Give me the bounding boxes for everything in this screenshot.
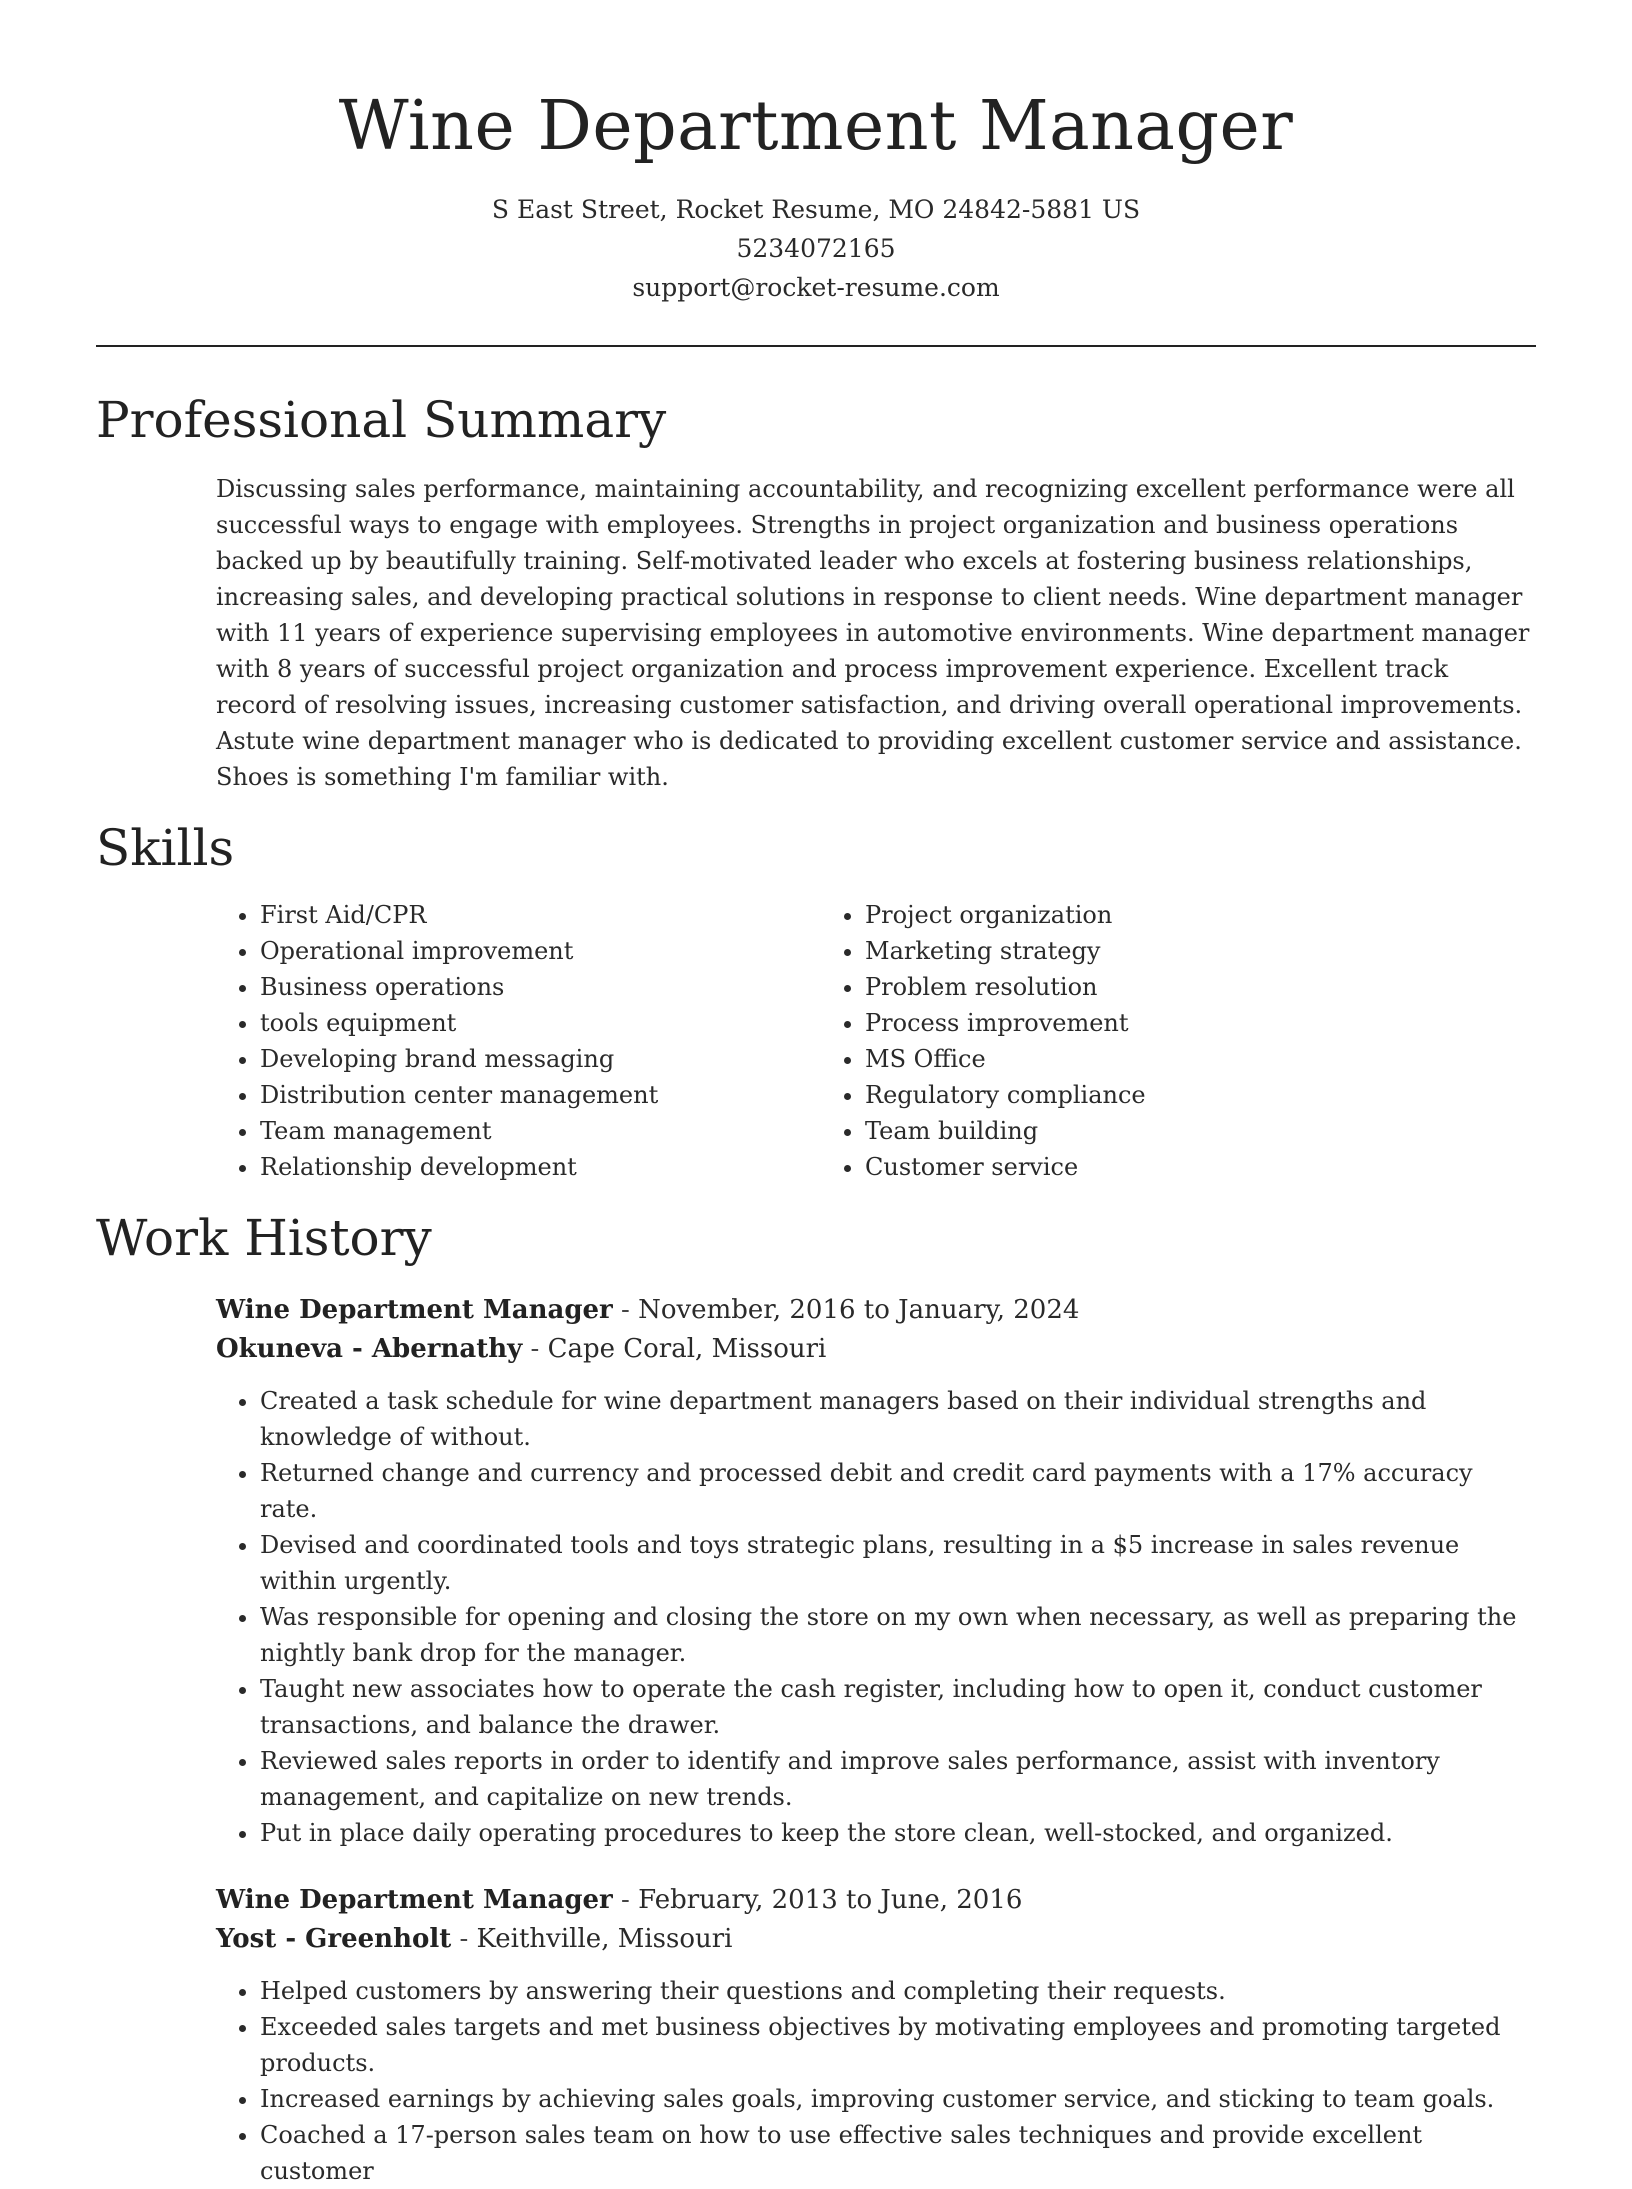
skills-list	[216, 897, 1536, 1185]
job-bullet: • Increased earnings by achieving sales goals, improving customer service, and sticking to team goals.	[260, 2081, 1536, 2117]
skill-item: • Developing brand messaging	[260, 1041, 821, 1077]
job-separator: -	[612, 1885, 639, 1915]
skill-item: • Problem resolution	[865, 969, 1381, 1005]
contact-phone: 5234072165	[736, 234, 896, 263]
job-entry	[216, 1291, 1536, 1851]
work-history-heading: Work History	[96, 1209, 432, 1267]
skill-item: • Project organization	[865, 897, 1381, 933]
job-bullet: • Devised and coordinated tools and toys strategic plans, resulting in a $5 increase in sales revenue within urgently.	[260, 1527, 1536, 1599]
job-separator: -	[522, 1334, 548, 1364]
job-location: Keithville, Missouri	[476, 1924, 733, 1954]
job-company-line	[216, 1920, 1536, 1959]
skill-item: • Marketing strategy	[865, 933, 1381, 969]
job-position: Wine Department Manager	[216, 1885, 613, 1915]
job-dates: November, 2016 to January, 2024	[638, 1295, 1080, 1325]
job-dates: February, 2013 to June, 2016	[638, 1885, 1023, 1915]
job-bullet: • Created a task schedule for wine department managers based on their individual strengths and knowledge of without.	[260, 1383, 1536, 1455]
skill-item: • Customer service	[865, 1149, 1381, 1185]
resume-page	[96, 0, 1536, 2189]
job-bullet: • Coached a 17-person sales team on how to use effective sales techniques and provide excellent customer	[260, 2117, 1536, 2189]
skill-item: • Process improvement	[865, 1005, 1381, 1041]
job-position: Wine Department Manager	[216, 1295, 613, 1325]
skill-item: • First Aid/CPR	[260, 897, 821, 933]
job-bullets	[216, 1973, 1536, 2189]
skills-column-left	[216, 897, 821, 1185]
job-entry	[216, 1881, 1536, 2189]
job-separator: -	[612, 1295, 639, 1325]
job-bullet: • Put in place daily operating procedures to keep the store clean, well-stocked, and organized.	[260, 1815, 1536, 1851]
job-title-line	[216, 1291, 1536, 1330]
contact-address: S East Street, Rocket Resume, MO 24842-5881 US	[491, 195, 1141, 224]
skills-column-right	[821, 897, 1381, 1185]
job-location: Cape Coral, Missouri	[547, 1334, 827, 1364]
skill-item: • Business operations	[260, 969, 821, 1005]
skills-heading: Skills	[96, 819, 235, 877]
skill-item: • Operational improvement	[260, 933, 821, 969]
job-bullet: • Was responsible for opening and closing the store on my own when necessary, as well as preparing the nightly bank drop for the manager.	[260, 1599, 1536, 1671]
job-bullets	[216, 1383, 1536, 1851]
skill-item: • Team building	[865, 1113, 1381, 1149]
contact-block	[96, 190, 1536, 307]
skill-item: • MS Office	[865, 1041, 1381, 1077]
job-company: Yost - Greenholt	[216, 1924, 452, 1954]
skill-item: • Relationship development	[260, 1149, 821, 1185]
job-title-line	[216, 1881, 1536, 1920]
job-bullet: • Exceeded sales targets and met business objectives by motivating employees and promoting targeted products.	[260, 2009, 1536, 2081]
header-divider	[96, 345, 1536, 347]
skill-item: • Distribution center management	[260, 1077, 821, 1113]
job-bullet: • Returned change and currency and processed debit and credit card payments with a 17% accuracy rate.	[260, 1455, 1536, 1527]
job-separator: -	[451, 1924, 477, 1954]
skill-item: • tools equipment	[260, 1005, 821, 1041]
contact-email: support@rocket-resume.com	[632, 273, 1000, 302]
job-company-line	[216, 1330, 1536, 1369]
job-bullet: • Reviewed sales reports in order to identify and improve sales performance, assist with inventory management, and capitalize on new trends.	[260, 1743, 1536, 1815]
summary-heading: Professional Summary	[96, 391, 667, 449]
job-bullet: • Helped customers by answering their questions and completing their requests.	[260, 1973, 1536, 2009]
job-company: Okuneva - Abernathy	[216, 1334, 523, 1364]
resume-name: Wine Department Manager	[338, 87, 1294, 166]
summary-text: Discussing sales performance, maintaining accountability, and recognizing excellent performance were all successful ways to engage with employees. Strengths in project organization and business operations backed up by beautifully training. Self-motivated leader who excels at fostering business relationships, increasing sales, and developing practical solutions in response to client needs. Wine department manager with 11 years of experience supervising employees in automotive environments. Wine department manager with 8 years of successful project organization and process improvement experience. Excellent track record of resolving issues, increasing customer satisfaction, and driving overall operational improvements. Astute wine department manager who is dedicated to providing excellent customer service and assistance. Shoes is something I'm familiar with.	[216, 475, 1530, 791]
job-bullet: • Taught new associates how to operate the cash register, including how to open it, conduct customer transactions, and balance the drawer.	[260, 1671, 1536, 1743]
skill-item: • Regulatory compliance	[865, 1077, 1381, 1113]
skill-item: • Team management	[260, 1113, 821, 1149]
